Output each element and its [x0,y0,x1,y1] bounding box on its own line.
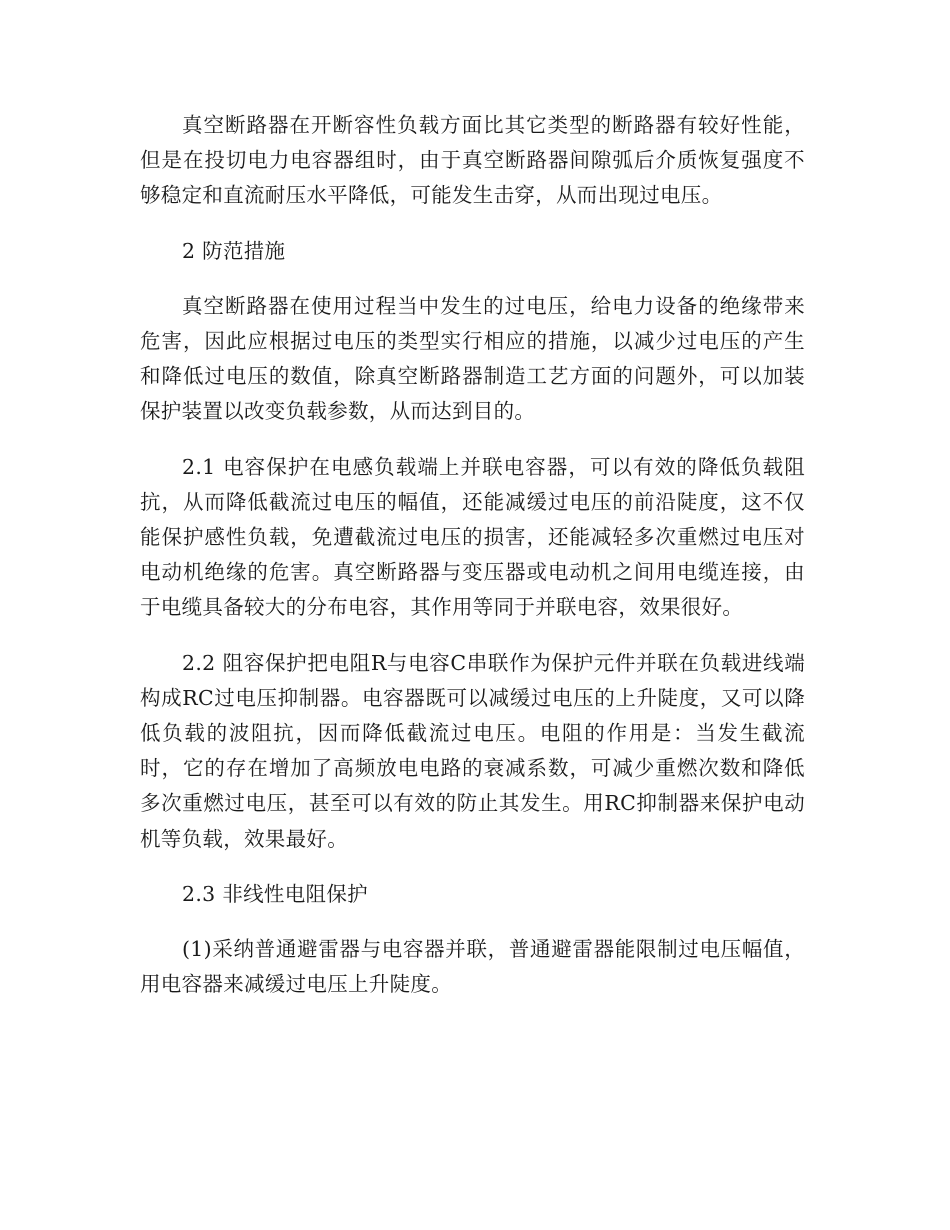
section-heading-prevention-measures: 2 防范措施 [182,238,286,263]
paragraph-prevention-intro: 真空断路器在使用过程当中发生的过电压，给电力设备的绝缘带来危害，因此应根据过电压的类型实行相应的措施，以减少过电压的产生和降低过电压的数值，除真空断路器制造工艺方面的问题外，可以加装保护装置以改变负载参数，从而达到目的。 [140,293,805,424]
paragraph-rc-protection: 2.2 阻容保护把电阻R与电容C串联作为保护元件并联在负载进线端构成RC过电压抑制器。电容器既可以减缓过电压的上升陡度，又可以降低负载的波阻抗，因而降低截流过电压。电阻的作用是：当发生截流时，它的存在增加了高频放电电路的衰减系数，可减少重燃次数和降低多次重燃过电压，甚至可以有效的防止其发生。用RC抑制器来保护电动机等负载，效果最好。 [140,650,805,851]
paragraph-capacitor-protection: 2.1 电容保护在电感负载端上并联电容器，可以有效的降低负载阻抗，从而降低截流过电压的幅值，还能减缓过电压的前沿陡度，这不仅能保护感性负载，免遭截流过电压的损害，还能减轻多次重燃过电压对电动机绝缘的危害。真空断路器与变压器或电动机之间用电缆连接，由于电缆具备较大的分布电容，其作用等同于并联电容，效果很好。 [140,454,805,620]
list-item-arrester-capacitor: (1)采纳普通避雷器与电容器并联，普通避雷器能限制过电压幅值，用电容器来减缓过电压上升陡度。 [140,937,805,997]
document-body [140,108,805,1022]
section-heading-nonlinear-resistor: 2.3 非线性电阻保护 [182,881,368,906]
paragraph-capacitive-switching: 真空断路器在开断容性负载方面比其它类型的断路器有较好性能，但是在投切电力电容器组时，由于真空断路器间隙弧后介质恢复强度不够稳定和直流耐压水平降低，可能发生击穿，从而出现过电压。 [140,113,805,208]
